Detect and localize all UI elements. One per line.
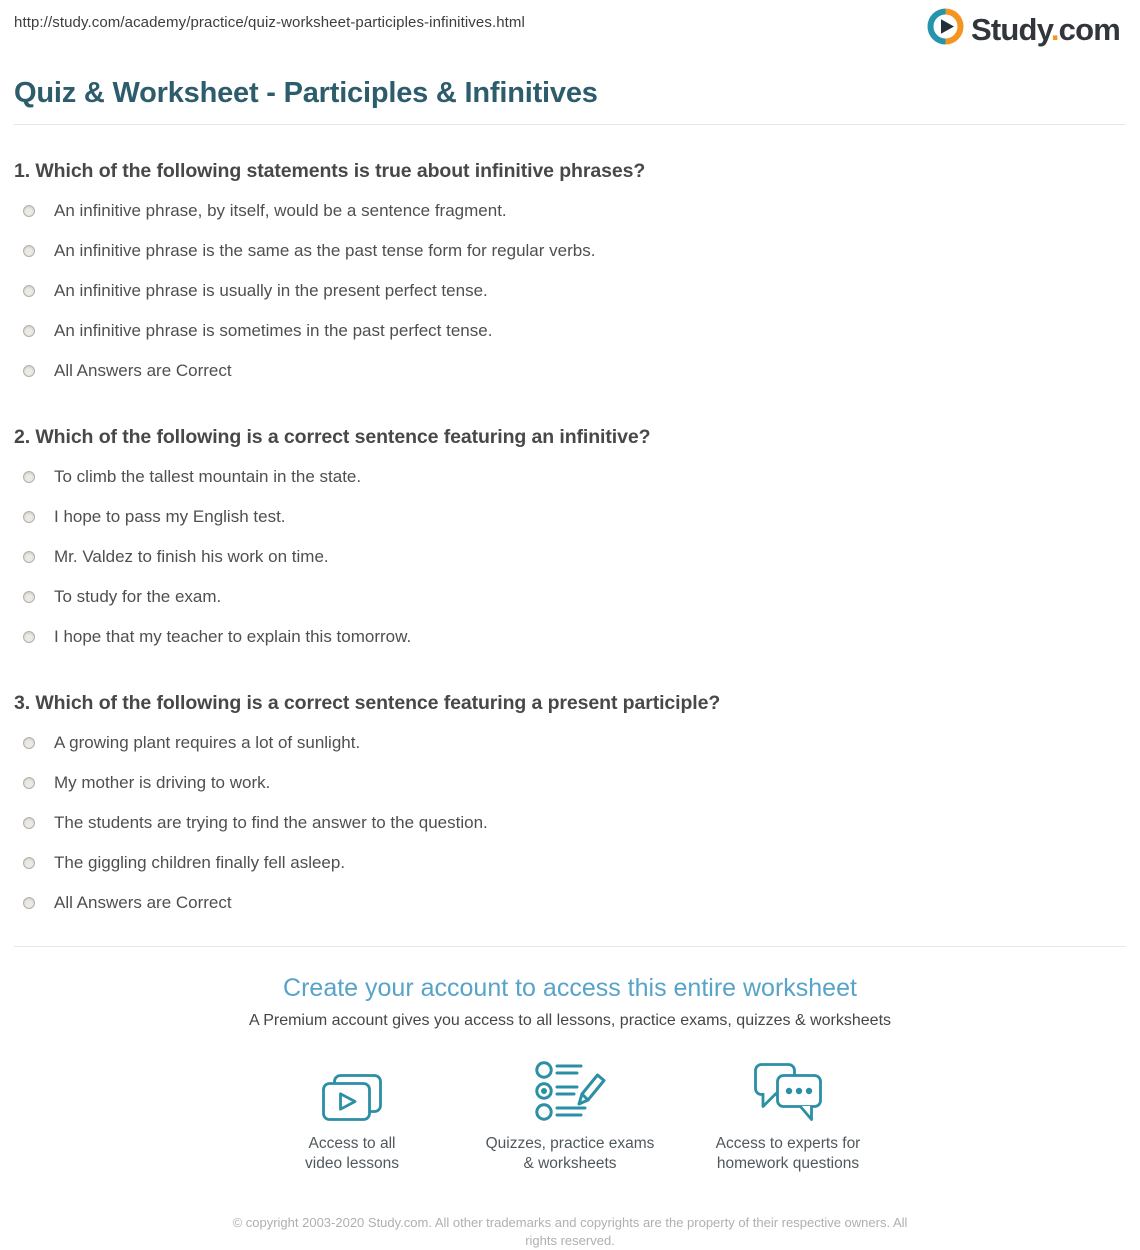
feature-label: Quizzes, practice exams & worksheets bbox=[485, 1135, 655, 1172]
chat-bubbles-icon bbox=[679, 1060, 897, 1122]
quiz-pencil-icon bbox=[461, 1060, 679, 1122]
answer-option[interactable]: To climb the tallest mountain in the state. bbox=[14, 457, 1126, 497]
signup-section bbox=[0, 973, 1140, 1174]
page-footer bbox=[0, 1214, 1140, 1250]
video-lessons-icon bbox=[243, 1060, 461, 1122]
radio-button[interactable] bbox=[23, 285, 35, 297]
answer-option[interactable]: An infinitive phrase, by itself, would be a sentence fragment. bbox=[14, 191, 1126, 231]
question-2-heading: 2. Which of the following is a correct sentence featuring an infinitive? bbox=[14, 426, 651, 448]
answer-option[interactable]: All Answers are Correct bbox=[14, 883, 1126, 923]
page-header bbox=[0, 0, 1140, 50]
radio-button[interactable] bbox=[23, 245, 35, 257]
question-3-options bbox=[14, 723, 1126, 923]
feature-label: Access to experts for homework questions bbox=[715, 1135, 861, 1172]
signup-subheading: A Premium account gives you access to all lessons, practice exams, quizzes & worksheets bbox=[248, 1012, 892, 1029]
feature-video-lessons bbox=[243, 1060, 461, 1174]
answer-option[interactable]: Mr. Valdez to finish his work on time. bbox=[14, 537, 1126, 577]
question-2-options bbox=[14, 457, 1126, 657]
radio-button[interactable] bbox=[23, 817, 35, 829]
answer-option[interactable]: All Answers are Correct bbox=[14, 351, 1126, 391]
radio-button[interactable] bbox=[23, 325, 35, 337]
radio-button[interactable] bbox=[23, 897, 35, 909]
answer-option[interactable]: The giggling children finally fell asleep. bbox=[14, 843, 1126, 883]
answer-option[interactable]: A growing plant requires a lot of sunlight. bbox=[14, 723, 1126, 763]
radio-button[interactable] bbox=[23, 365, 35, 377]
answer-option[interactable]: I hope that my teacher to explain this tomorrow. bbox=[14, 617, 1126, 657]
answer-option[interactable]: An infinitive phrase is sometimes in the past perfect tense. bbox=[14, 311, 1126, 351]
studycom-logo[interactable] bbox=[927, 8, 1120, 50]
radio-button[interactable] bbox=[23, 737, 35, 749]
answer-option[interactable]: To study for the exam. bbox=[14, 577, 1126, 617]
feature-quizzes-worksheets bbox=[461, 1060, 679, 1174]
radio-button[interactable] bbox=[23, 471, 35, 483]
radio-button[interactable] bbox=[23, 551, 35, 563]
signup-divider bbox=[14, 946, 1126, 947]
radio-button[interactable] bbox=[23, 777, 35, 789]
feature-expert-help bbox=[679, 1060, 897, 1174]
answer-option[interactable]: An infinitive phrase is the same as the past tense form for regular verbs. bbox=[14, 231, 1126, 271]
studycom-play-icon bbox=[927, 8, 964, 50]
question-3-heading: 3. Which of the following is a correct sentence featuring a present participle? bbox=[14, 692, 721, 714]
question-3 bbox=[14, 690, 1126, 923]
radio-button[interactable] bbox=[23, 631, 35, 643]
answer-option[interactable]: An infinitive phrase is usually in the present perfect tense. bbox=[14, 271, 1126, 311]
feature-label: Access to all video lessons bbox=[305, 1135, 399, 1172]
radio-button[interactable] bbox=[23, 205, 35, 217]
copyright-text: © copyright 2003-2020 Study.com. All other trademarks and copyrights are the property of their respective owners. All rights reserved. bbox=[232, 1215, 908, 1248]
answer-option[interactable]: The students are trying to find the answer to the question. bbox=[14, 803, 1126, 843]
answer-option[interactable]: I hope to pass my English test. bbox=[14, 497, 1126, 537]
question-2 bbox=[14, 424, 1126, 657]
signup-heading: Create your account to access this entire worksheet bbox=[283, 974, 857, 1002]
question-1-options bbox=[14, 191, 1126, 391]
page-url: http://study.com/academy/practice/quiz-worksheet-participles-infinitives.html bbox=[14, 14, 525, 31]
studycom-logo-text: Study.com bbox=[971, 11, 1120, 47]
answer-option[interactable]: My mother is driving to work. bbox=[14, 763, 1126, 803]
title-divider bbox=[14, 124, 1126, 125]
radio-button[interactable] bbox=[23, 591, 35, 603]
radio-button[interactable] bbox=[23, 511, 35, 523]
question-1 bbox=[14, 158, 1126, 391]
feature-list bbox=[0, 1060, 1140, 1174]
page-title: Quiz & Worksheet - Participles & Infinitives bbox=[14, 77, 598, 109]
radio-button[interactable] bbox=[23, 857, 35, 869]
question-1-heading: 1. Which of the following statements is true about infinitive phrases? bbox=[14, 160, 646, 182]
